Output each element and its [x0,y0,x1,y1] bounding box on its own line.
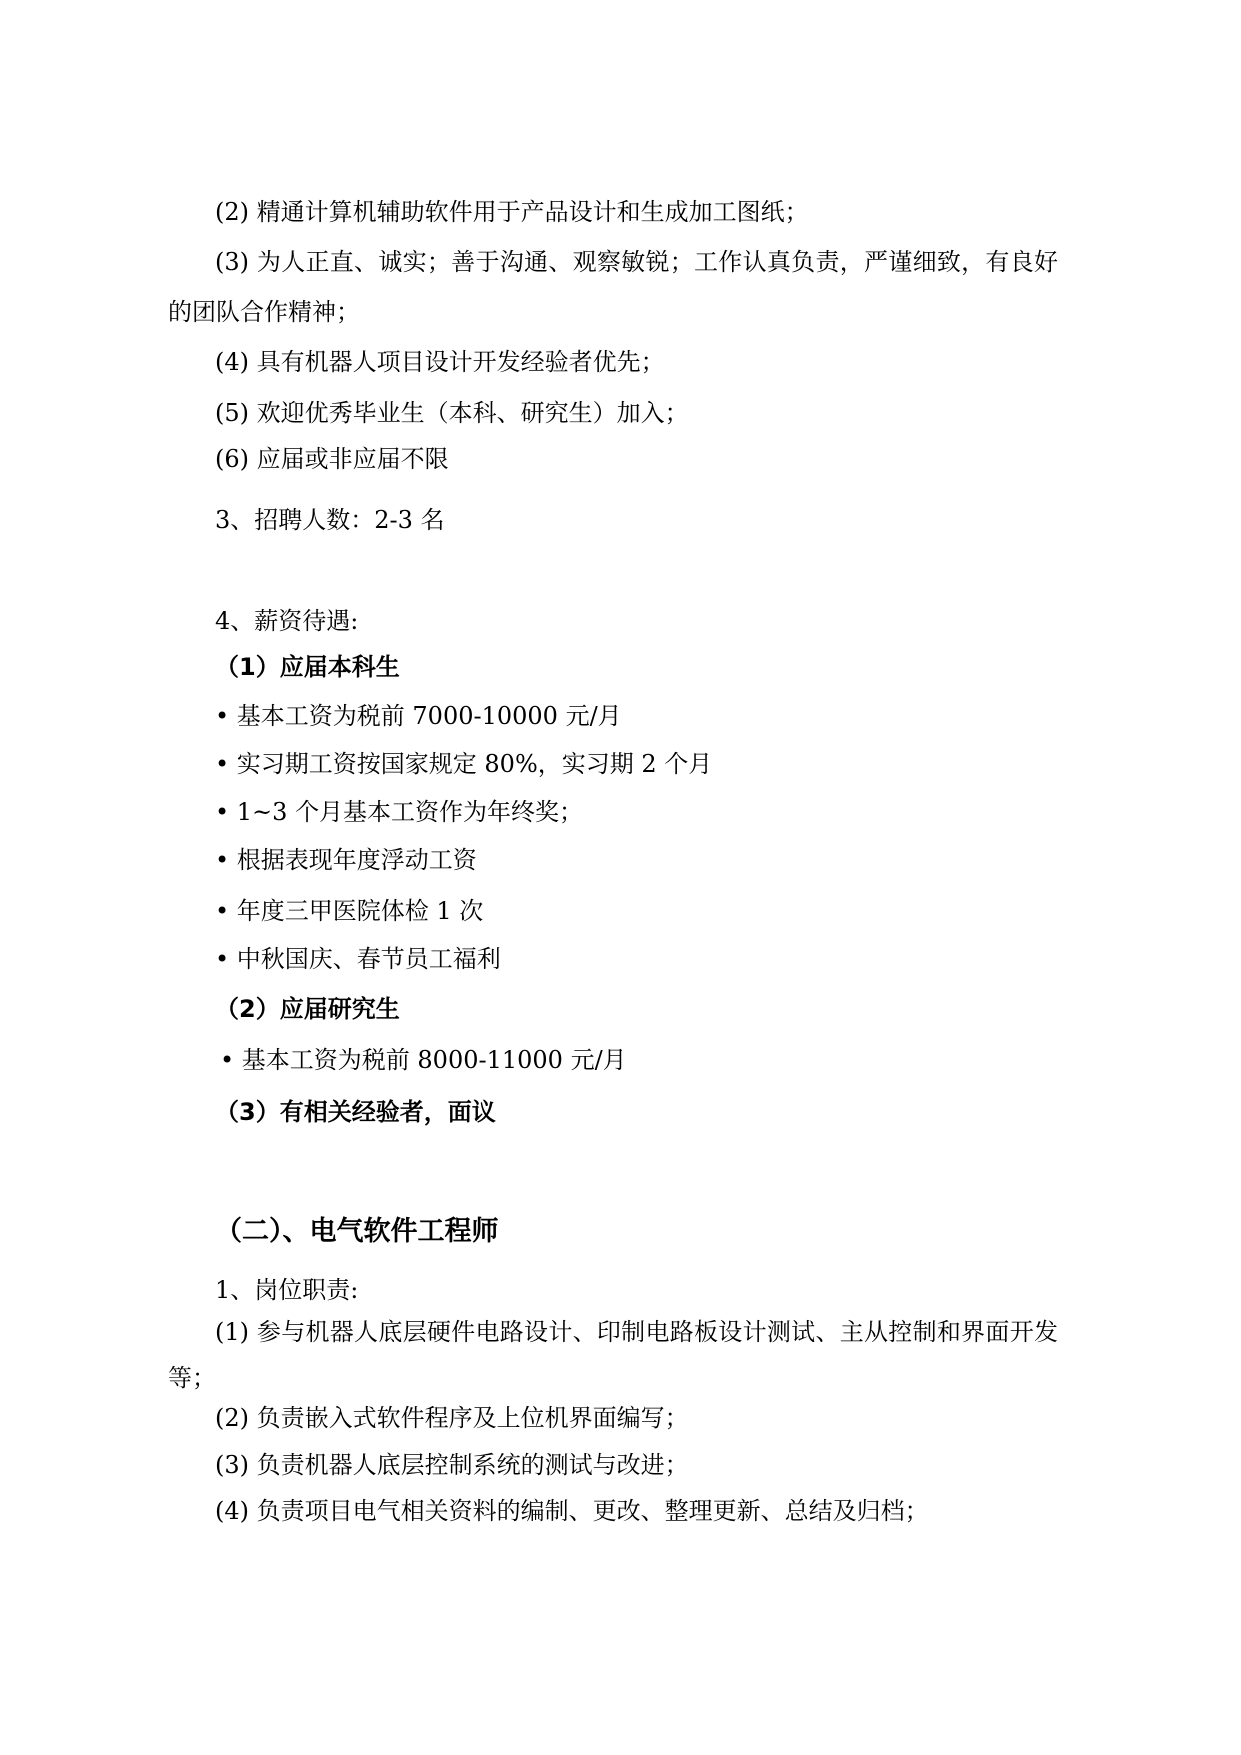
salary-bullet: • 根据表现年度浮动工资 [215,846,477,874]
duties-heading: 1、岗位职责: [215,1276,359,1304]
salary-bullet: • 基本工资为税前 7000-10000 元/月 [215,702,622,730]
requirement-item-2: (2) 精通计算机辅助软件用于产品设计和生成加工图纸； [215,198,809,226]
salary-heading: 4、薪资待遇: [215,607,359,635]
duty-item-4: (4) 负责项目电气相关资料的编制、更改、整理更新、总结及归档； [215,1497,929,1525]
duty-item-2: (2) 负责嵌入式软件程序及上位机界面编写； [215,1404,689,1432]
salary-bullet: • 1~3 个月基本工资作为年终奖； [215,798,584,826]
requirement-item-3: (3) 为人正直、诚实；善于沟通、观察敏锐；工作认真负责，严谨细致，有良好的团队合作精神； [168,248,1058,326]
requirement-item-6: (6) 应届或非应届不限 [215,445,449,473]
section-heading-electrical-software-engineer: （二）、电气软件工程师 [215,1216,499,1247]
salary-group-heading-master: （2）应届研究生 [215,995,400,1023]
salary-bullet: • 中秋国庆、春节员工福利 [215,945,501,973]
duty-item-3: (3) 负责机器人底层控制系统的测试与改进； [215,1451,689,1479]
salary-group-heading-bachelor: （1）应届本科生 [215,653,400,681]
salary-bullet: • 基本工资为税前 8000-11000 元/月 [220,1046,627,1074]
requirement-item-5: (5) 欢迎优秀毕业生（本科、研究生）加入； [215,399,689,427]
requirement-item-4: (4) 具有机器人项目设计开发经验者优先； [215,348,665,376]
salary-bullet: • 实习期工资按国家规定 80%，实习期 2 个月 [215,750,713,778]
salary-group-heading-experienced: （3）有相关经验者，面议 [215,1098,496,1126]
salary-bullet: • 年度三甲医院体检 1 次 [215,897,484,925]
duty-item-1: (1) 参与机器人底层硬件电路设计、印制电路板设计测试、主从控制和界面开发等； [168,1318,1058,1392]
headcount-line: 3、招聘人数：2-3 名 [215,506,445,534]
